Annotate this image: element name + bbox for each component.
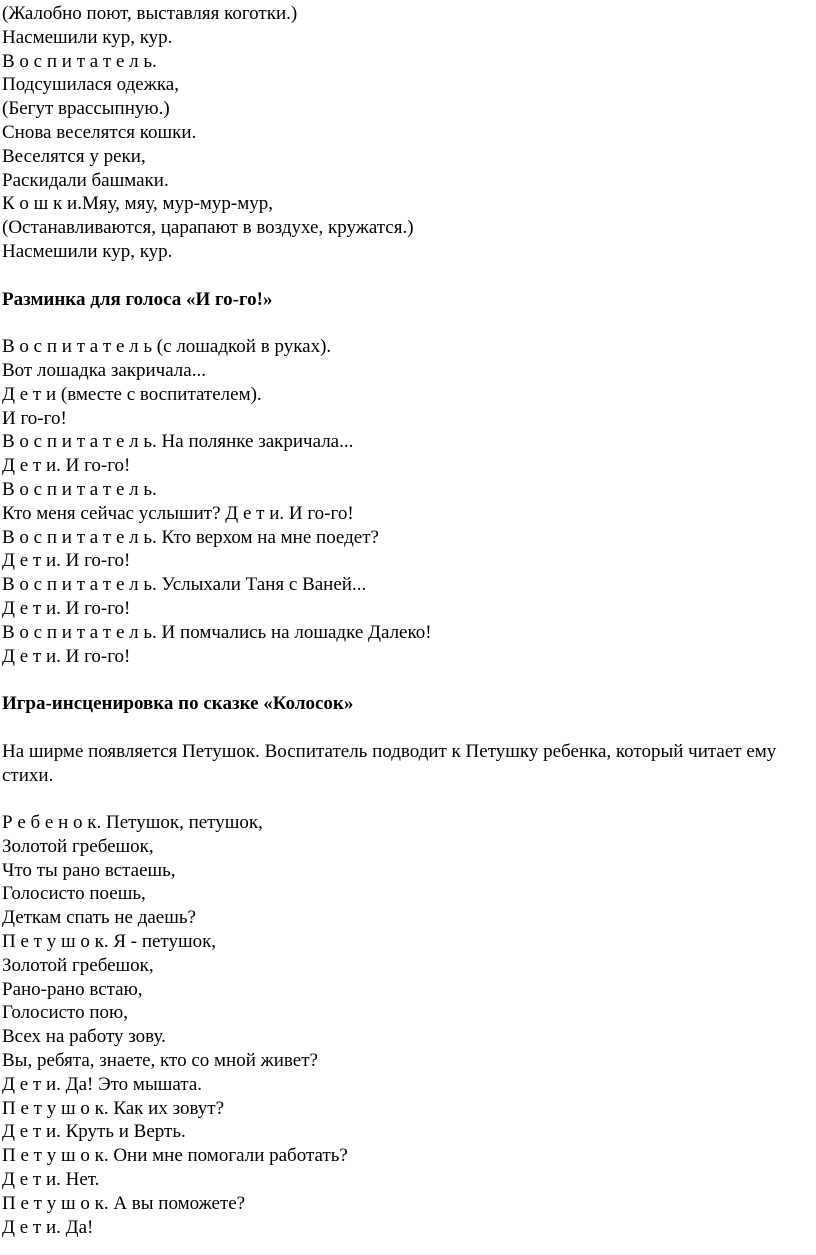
text-line: Д е т и. И го-го! [2,597,131,619]
text-line: (Останавливаются, царапают в воздухе, кружатся.) [2,217,414,239]
text-line: В о с п и т а т е л ь. И помчались на лошадке Далеко! [2,621,432,643]
text-line: П е т у ш о к. Я - петушок, [2,931,217,953]
blank-line [2,668,802,692]
text-line: (Бегут врассыпную.) [2,98,170,120]
text-line: Подсушилася одежка, [2,74,179,96]
text-line: Голосисто поешь, [2,883,146,905]
section-heading-play: Игра-инсценировка по сказке «Колосок» [2,693,354,715]
text-line: Снова веселятся кошки. [2,121,197,143]
text-line: Насмешили кур, кур. [2,240,173,262]
text-line: П е т у ш о к. А вы поможете? [2,1192,246,1214]
text-line: В о с п и т а т е л ь. [2,478,157,500]
text-line: В о с п и т а т е л ь. [2,50,157,72]
text-line: П е т у ш о к. Они мне помогали работать? [2,1145,348,1167]
blank-line [2,716,802,740]
text-line: В о с п и т а т е л ь (с лошадкой в руках). [2,336,332,358]
text-line: Что ты рано встаешь, [2,859,176,881]
text-line: Кто меня сейчас услышит? Д е т и. И го-го! [2,502,354,524]
text-line: Д е т и (вместе с воспитателем). [2,383,262,405]
text-line: Д е т и. Да! [2,1216,94,1238]
dialogue-block-2 [2,335,802,668]
text-line: В о с п и т а т е л ь. Кто верхом на мне поедет? [2,526,379,548]
text-line: В о с п и т а т е л ь. Услыхали Таня с Ваней... [2,574,367,596]
text-line: К о ш к и.Мяу, мяу, мур-мур-мур, [2,193,274,215]
text-line: Золотой гребешок, [2,835,154,857]
text-line: Насмешили кур, кур. [2,26,173,48]
text-line: Вы, ребята, знаете, кто со мной живет? [2,1050,318,1072]
text-line: В о с п и т а т е л ь. На полянке закричала... [2,431,354,453]
text-line: Д е т и. И го-го! [2,645,131,667]
text-line: И го-го! [2,407,67,429]
text-line: П е т у ш о к. Как их зовут? [2,1097,225,1119]
document-text [2,2,802,1239]
section-heading-voice-warmup: Разминка для голоса «И го-го!» [2,288,273,310]
verse-block-1 [2,2,802,264]
text-line: Деткам спать не даешь? [2,907,196,929]
text-line: Золотой гребешок, [2,954,154,976]
dialogue-block-3 [2,811,802,1239]
text-line: Д е т и. Нет. [2,1169,100,1191]
text-line: Вот лошадка закричала... [2,359,206,381]
text-line: Д е т и. Да! Это мышата. [2,1073,203,1095]
blank-line [2,264,802,288]
text-line: Р е б е н о к. Петушок, петушок, [2,812,263,834]
text-line: Голосисто пою, [2,1002,128,1024]
text-line: Рано-рано встаю, [2,978,143,1000]
text-line: Всех на работу зову. [2,1026,166,1048]
text-line: Д е т и. Круть и Верть. [2,1121,186,1143]
text-line: Д е т и. И го-го! [2,455,131,477]
text-line: Раскидали башмаки. [2,169,169,191]
intro-paragraph: На ширме появляется Петушок. Воспитатель подводит к Петушку ребенка, который читает ему стихи. [2,740,777,786]
text-line: (Жалобно поют, выставляя коготки.) [2,3,298,24]
blank-line [2,787,802,811]
blank-line [2,311,802,335]
text-line: Веселятся у реки, [2,145,146,167]
text-line: Д е т и. И го-го! [2,550,131,572]
